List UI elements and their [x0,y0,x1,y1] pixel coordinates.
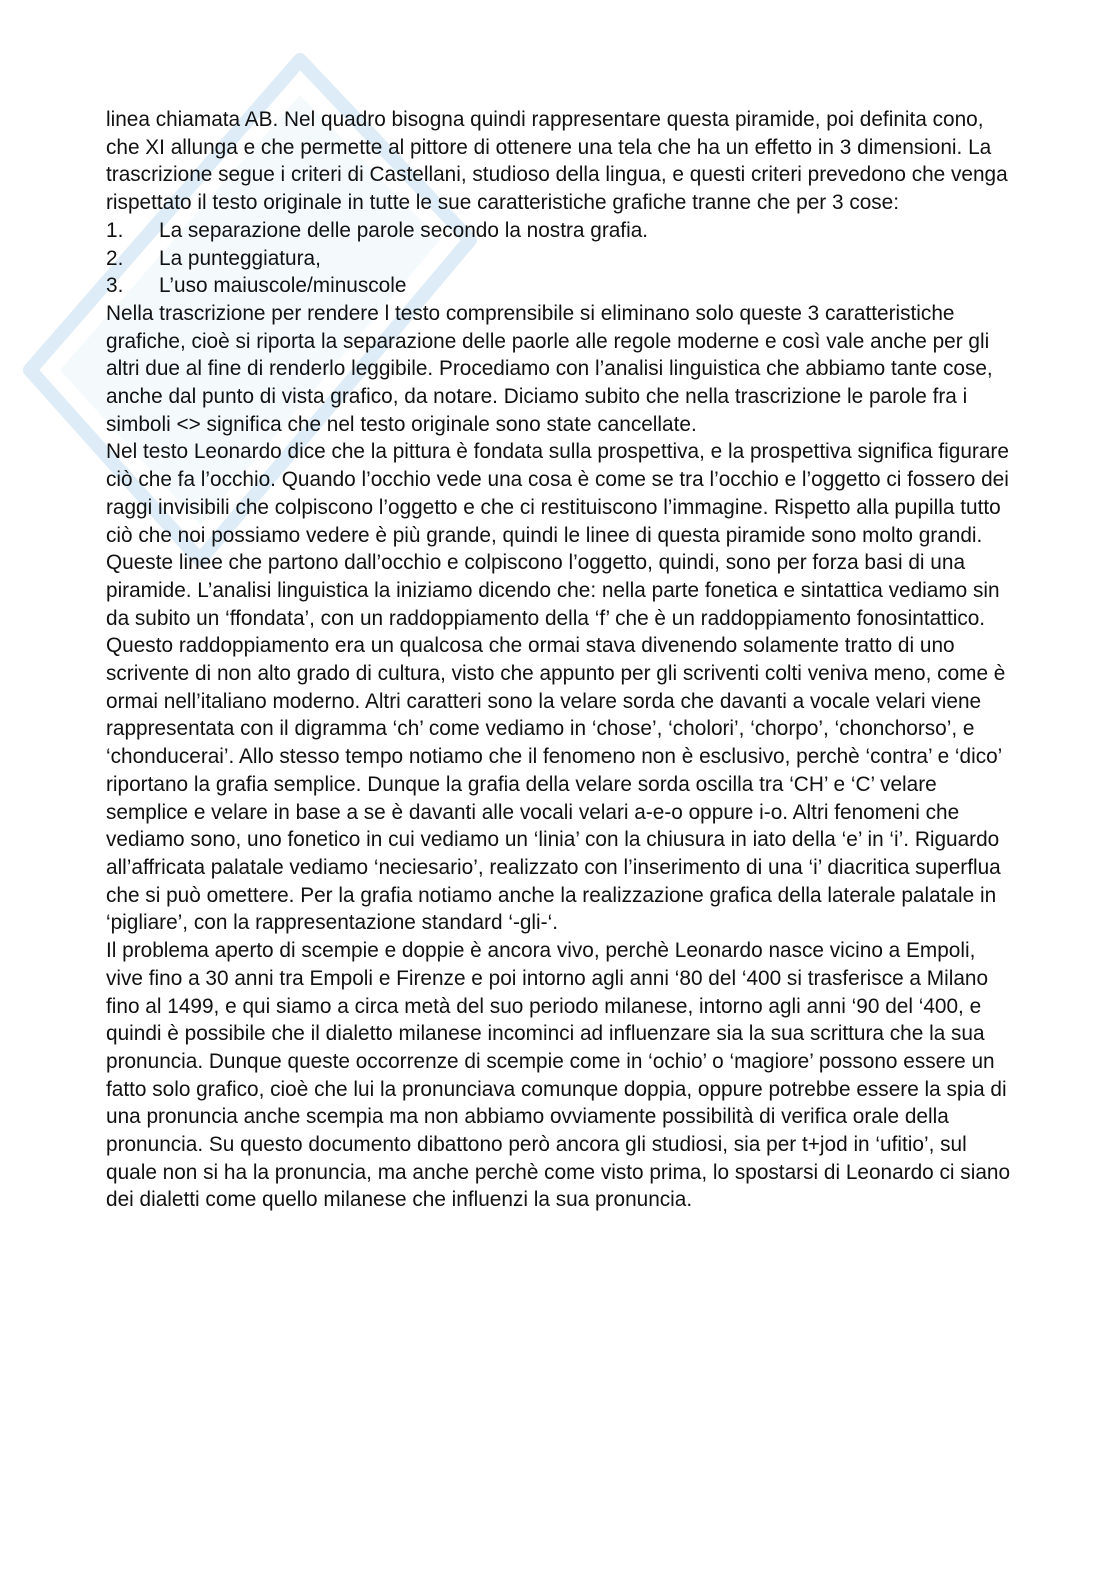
list-text: La separazione delle parole secondo la nostra grafia. [159,218,649,242]
list-item [106,217,1011,245]
document-body [106,106,1011,1214]
list-item [106,272,1011,300]
intro-paragraph: linea chiamata AB. Nel quadro bisogna quindi rappresentare questa piramide, poi definita cono, che XI allunga e che permette al pittore di ottenere una tela che ha un effetto in 3 dimensioni. La trascrizione segue i criteri di Castellani, studioso della lingua, e questi criteri prevedono che venga rispettato il testo originale in tutte le sue caratteristiche grafiche tranne che per 3 cose: [106,108,1008,215]
list-text: L’uso maiuscole/minuscole [159,274,407,298]
list-number: 2. [106,246,124,270]
list-item [106,245,1011,273]
list-number: 1. [106,218,124,242]
body-paragraph: Nella trascrizione per rendere l testo comprensibile si eliminano solo queste 3 caratteristiche grafiche, cioè si riporta la separazione delle paorle alle regole moderne e così vale anche per gli altri due al fine di renderlo leggibile. Procediamo con l’analisi linguistica che abbiamo tante cose, anche dal punto di vista grafico, da notare. Diciamo subito che nella trascrizione le parole fra i simboli <> significa che nel testo originale sono state cancellate. [106,301,993,436]
list-number: 3. [106,274,124,298]
criteria-list [106,217,1011,300]
list-text: La punteggiatura, [159,246,321,270]
body-paragraph: Il problema aperto di scempie e doppie è ancora vivo, perchè Leonardo nasce vicino a Empoli, vive fino a 30 anni tra Empoli e Firenze e poi intorno agli anni ‘80 del ‘400 si trasferisce a Milano fino al 1499, e qui siamo a circa metà del suo periodo milanese, intorno agli anni ‘90 del ‘400, e quindi è possibile che il dialetto milanese incominci ad influenzare sia la sua scrittura che la sua pronuncia. Dunque queste occorrenze di scempie come in ‘ochio’ o ‘magiore’ possono essere un fatto solo grafico, cioè che lui la pronunciava comunque doppia, oppure potrebbe essere la spia di una pronuncia anche scempia ma non abbiamo ovviamente possibilità di verifica orale della pronuncia. Su questo documento dibattono però ancora gli studiosi, sia per t+jod in ‘ufitio’, sul quale non si ha la pronuncia, ma anche perchè come visto prima, lo spostarsi di Leonardo ci siano dei dialetti come quello milanese che influenzi la sua pronuncia. [106,939,1011,1212]
body-paragraph: Nel testo Leonardo dice che la pittura è fondata sulla prospettiva, e la prospettiva significa figurare ciò che fa l’occhio. Quando l’occhio vede una cosa è come se tra l’occhio e l’oggetto ci fossero dei raggi invisibili che colpiscono l’oggetto e che ci restituiscono l’immagine. Rispetto alla pupilla tutto ciò che noi possiamo vedere è più grande, quindi le linee di questa piramide sono molto grandi. Queste linee che partono dall’occhio e colpiscono l’oggetto, quindi, sono per forza basi di una piramide. L’analisi linguistica la iniziamo dicendo che: nella parte fonetica e sintattica vediamo sin da subito un ‘ffondata’, con un raddoppiamento della ‘f’ che è un raddoppiamento fonosintattico. Questo raddoppiamento era un qualcosa che ormai stava divenendo solamente tratto di uno scrivente di non alto grado di cultura, visto che appunto per gli scriventi colti veniva meno, come è ormai nell’italiano moderno. Altri caratteri sono la velare sorda che davanti a vocale velari viene rappresentata con il digramma ‘ch’ come vediamo in ‘chose’, ‘cholori’, ‘chorpo’, ‘chonchorso’, e ‘chonducerai’. Allo stesso tempo notiamo che il fenomeno non è esclusivo, perchè ‘contra’ e ‘dico’ riportano la grafia semplice. Dunque la grafia della velare sorda oscilla tra ‘CH’ e ‘C’ velare semplice e velare in base a se è davanti alle vocali velari a-e-o oppure i-o. Altri fenomeni che vediamo sono, uno fonetico in cui vediamo un ‘linia’ con la chiusura in iato della ‘e’ in ‘i’. Riguardo all’affricata palatale vediamo ‘neciesario’, realizzato con l’inserimento di una ‘i’ diacritica superflua che si può omettere. Per la grafia notiamo anche la realizzazione grafica della laterale palatale in ‘pigliare’, con la rappresentazione standard ‘-gli-‘. [106,440,1009,935]
